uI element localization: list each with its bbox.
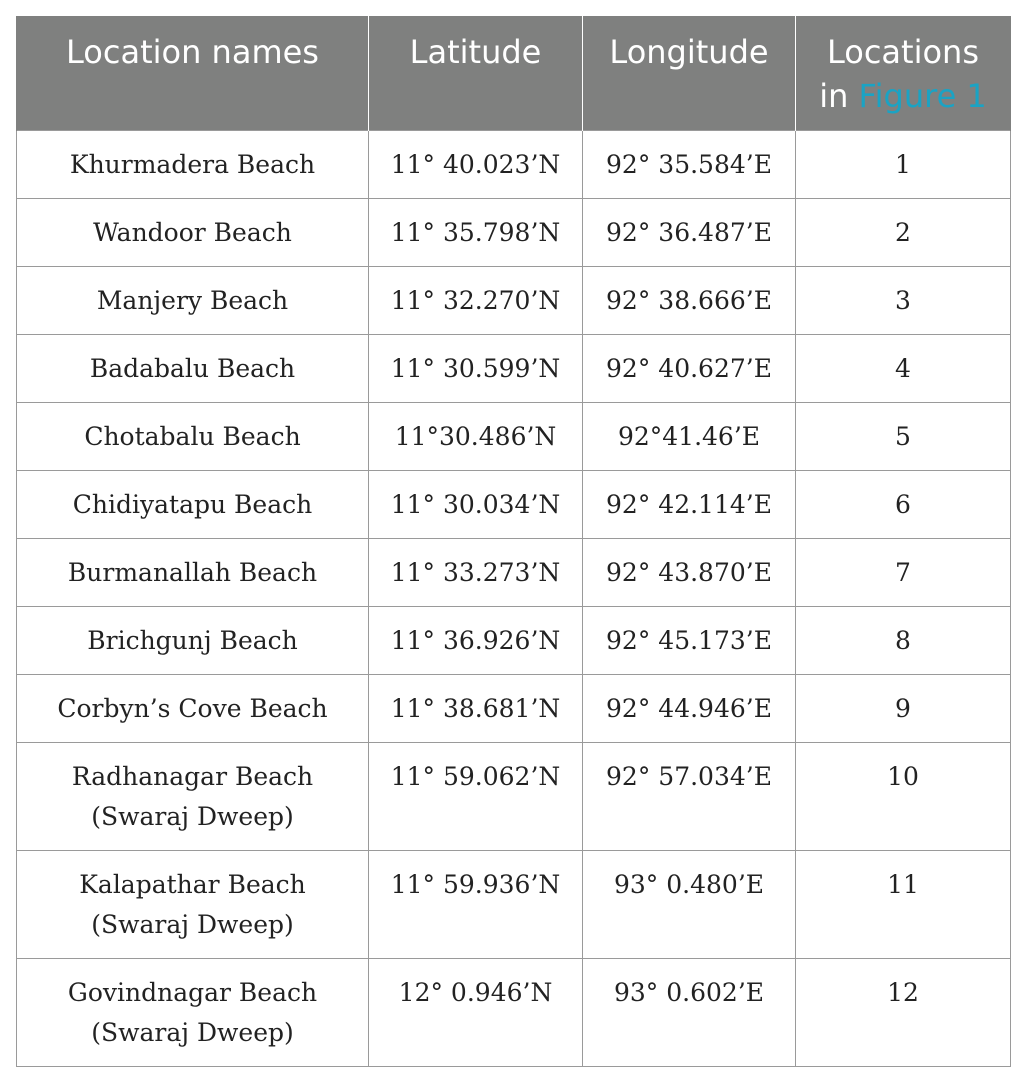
- cell-location-number: 8: [796, 606, 1011, 674]
- cell-latitude: 11° 30.034’N: [369, 470, 583, 538]
- cell-latitude: 11° 36.926’N: [369, 606, 583, 674]
- table-header: [17, 16, 1011, 130]
- cell-latitude: 11° 40.023’N: [369, 130, 583, 198]
- cell-longitude: 92° 38.666’E: [583, 266, 796, 334]
- table-row: [17, 402, 1011, 470]
- cell-latitude: 12° 0.946’N: [369, 958, 583, 1066]
- cell-longitude: 92° 45.173’E: [583, 606, 796, 674]
- cell-longitude: 92° 43.870’E: [583, 538, 796, 606]
- cell-location-name: [17, 850, 369, 958]
- cell-location-number: 6: [796, 470, 1011, 538]
- cell-location-number: 2: [796, 198, 1011, 266]
- cell-location-name: Chidiyatapu Beach: [17, 470, 369, 538]
- header-location-names: Location names: [17, 16, 369, 130]
- cell-longitude: 92° 36.487’E: [583, 198, 796, 266]
- table-row: [17, 742, 1011, 850]
- table-row: [17, 958, 1011, 1066]
- cell-longitude: 93° 0.602’E: [583, 958, 796, 1066]
- cell-longitude: 92° 44.946’E: [583, 674, 796, 742]
- table-row: [17, 538, 1011, 606]
- header-in-label: in: [819, 77, 849, 115]
- cell-location-number: 3: [796, 266, 1011, 334]
- cell-latitude: 11°30.486’N: [369, 402, 583, 470]
- cell-location-name: Badabalu Beach: [17, 334, 369, 402]
- cell-location-name: Manjery Beach: [17, 266, 369, 334]
- cell-latitude: 11° 59.936’N: [369, 850, 583, 958]
- cell-location-name: Chotabalu Beach: [17, 402, 369, 470]
- cell-latitude: 11° 30.599’N: [369, 334, 583, 402]
- locations-table: [16, 16, 1011, 1067]
- cell-latitude: 11° 32.270’N: [369, 266, 583, 334]
- cell-location-name: Wandoor Beach: [17, 198, 369, 266]
- header-locations-figure-line: [804, 74, 1002, 118]
- table-body: [17, 130, 1011, 1066]
- cell-location-number: 11: [796, 850, 1011, 958]
- table-row: [17, 674, 1011, 742]
- cell-location-name: Khurmadera Beach: [17, 130, 369, 198]
- cell-longitude: 93° 0.480’E: [583, 850, 796, 958]
- cell-location-name: Brichgunj Beach: [17, 606, 369, 674]
- location-name-line: Govindnagar Beach: [67, 977, 318, 1007]
- header-longitude: Longitude: [583, 16, 796, 130]
- cell-location-name: [17, 958, 369, 1066]
- header-locations-in-figure: [796, 16, 1011, 130]
- header-row: [17, 16, 1011, 130]
- cell-longitude: 92° 57.034’E: [583, 742, 796, 850]
- table-row: [17, 198, 1011, 266]
- location-name-line: Radhanagar Beach: [71, 761, 314, 791]
- cell-location-name: [17, 742, 369, 850]
- table-row: [17, 470, 1011, 538]
- location-name-subline: (Swaraj Dweep): [91, 1017, 294, 1047]
- location-name-line: Kalapathar Beach: [79, 869, 306, 899]
- cell-longitude: 92°41.46’E: [583, 402, 796, 470]
- header-latitude: Latitude: [369, 16, 583, 130]
- table-row: [17, 266, 1011, 334]
- location-name-subline: (Swaraj Dweep): [91, 909, 294, 939]
- cell-location-number: 7: [796, 538, 1011, 606]
- cell-location-number: 10: [796, 742, 1011, 850]
- table-row: [17, 334, 1011, 402]
- cell-longitude: 92° 42.114’E: [583, 470, 796, 538]
- cell-latitude: 11° 35.798’N: [369, 198, 583, 266]
- table-row: [17, 606, 1011, 674]
- cell-longitude: 92° 35.584’E: [583, 130, 796, 198]
- cell-longitude: 92° 40.627’E: [583, 334, 796, 402]
- cell-latitude: 11° 33.273’N: [369, 538, 583, 606]
- table-row: [17, 850, 1011, 958]
- cell-location-number: 12: [796, 958, 1011, 1066]
- location-name-subline: (Swaraj Dweep): [91, 801, 294, 831]
- cell-location-name: Burmanallah Beach: [17, 538, 369, 606]
- cell-location-number: 4: [796, 334, 1011, 402]
- cell-location-number: 5: [796, 402, 1011, 470]
- table-row: [17, 130, 1011, 198]
- cell-location-number: 1: [796, 130, 1011, 198]
- header-locations-label: Locations: [826, 33, 979, 71]
- cell-location-number: 9: [796, 674, 1011, 742]
- cell-location-name: Corbyn’s Cove Beach: [17, 674, 369, 742]
- cell-latitude: 11° 38.681’N: [369, 674, 583, 742]
- cell-latitude: 11° 59.062’N: [369, 742, 583, 850]
- figure-1-link[interactable]: Figure 1: [858, 77, 987, 115]
- locations-table-container: [16, 16, 1010, 1067]
